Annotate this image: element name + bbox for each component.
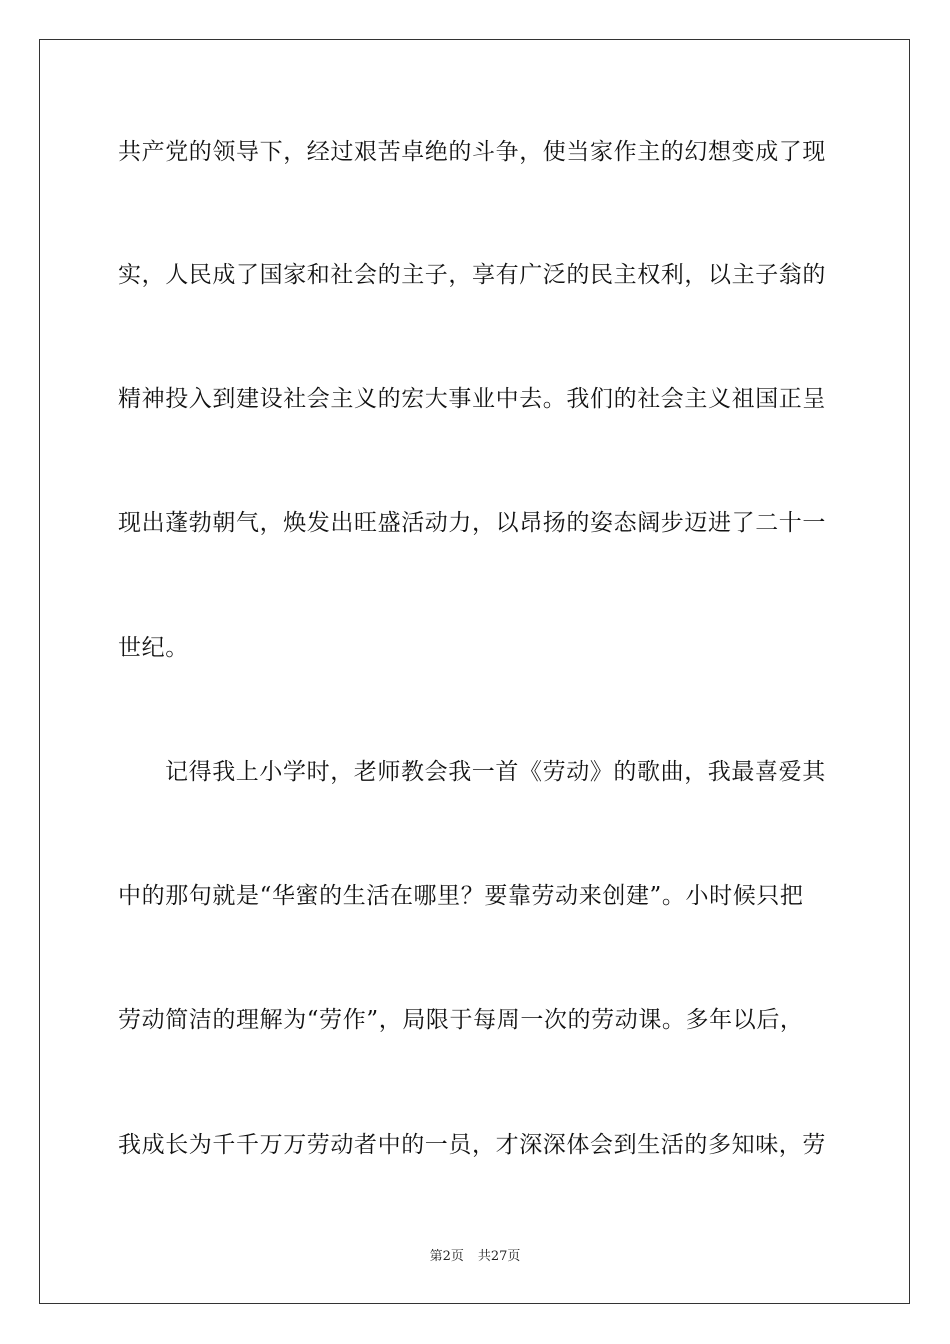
body-line-7: 中的那句就是“华蜜的生活在哪里？要靠劳动来创建”。小时候只把 bbox=[118, 883, 804, 909]
body-line-1: 共产党的领导下，经过艰苦卓绝的斗争，使当家作主的幻想变成了现 bbox=[118, 139, 826, 165]
body-line-2: 实，人民成了国家和社会的主子，享有广泛的民主权利，以主子翁的 bbox=[118, 262, 826, 288]
body-line-6: 记得我上小学时，老师教会我一首《劳动》的歌曲，我最喜爱其 bbox=[165, 759, 826, 785]
body-line-8: 劳动简洁的理解为“劳作”，局限于每周一次的劳动课。多年以后， bbox=[118, 1007, 804, 1033]
page-border bbox=[39, 39, 910, 1304]
body-line-9: 我成长为千千万万劳动者中的一员，才深深体会到生活的多知味，劳 bbox=[118, 1132, 826, 1158]
body-line-3: 精神投入到建设社会主义的宏大事业中去。我们的社会主义祖国正呈 bbox=[118, 386, 826, 412]
page-footer bbox=[0, 1248, 950, 1266]
body-line-5: 世纪。 bbox=[118, 635, 189, 661]
body-line-4: 现出蓬勃朝气，焕发出旺盛活动力，以昂扬的姿态阔步迈进了二十一 bbox=[118, 510, 826, 536]
current-page-number: 第2页 bbox=[429, 1249, 464, 1264]
total-pages: 共27页 bbox=[477, 1249, 521, 1264]
